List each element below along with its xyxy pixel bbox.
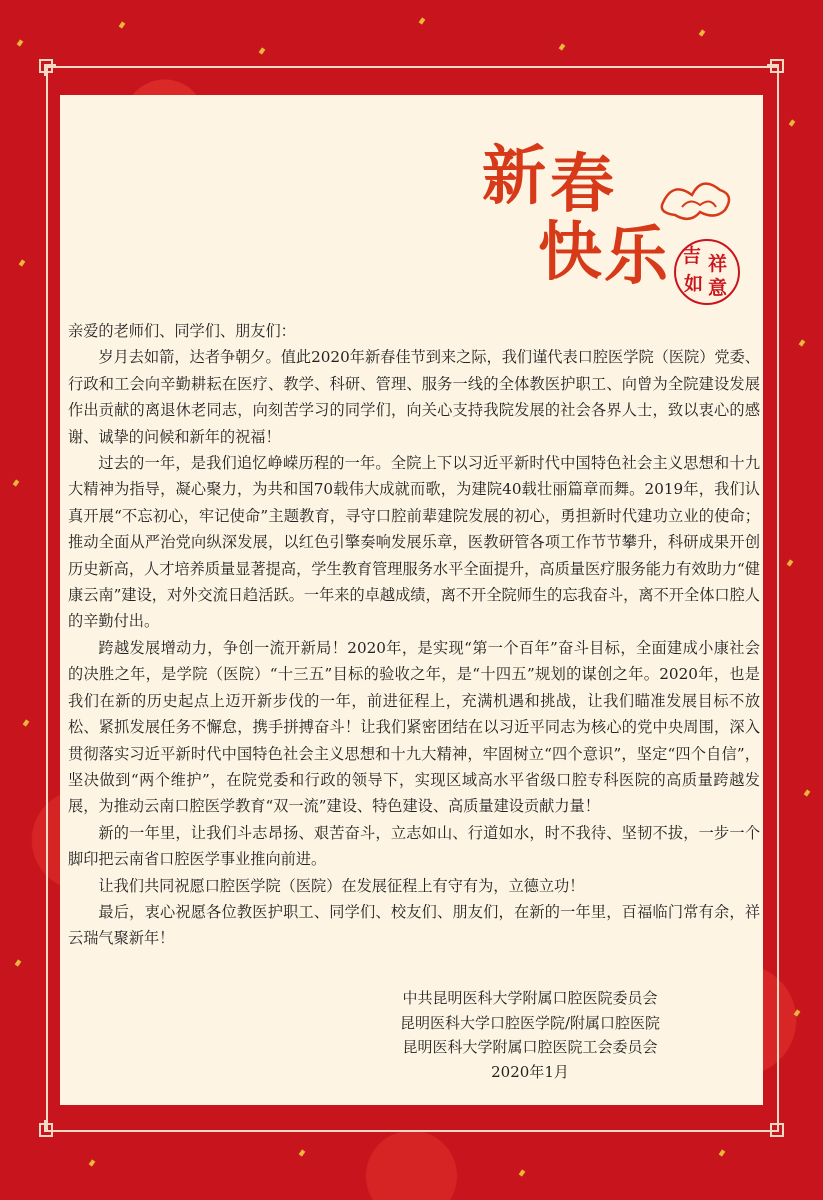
title-char: 乐: [604, 219, 668, 294]
paragraph: 跨越发展增动力，争创一流开新局！2020年，是实现“第一个百年”奋斗目标，全面建成小康社会的决胜之年，是学院（医院）“十三五”目标的验收之年，是“十四五”规划的谋创之年。2020年，也是我们在新的历史起点上迈开新步伐的一年，前进征程上，充满机遇和挑战，让我们瞄准发展目标不放松、紧抓发展任务不懈怠，携手拼搏奋斗！让我们紧密团结在以习近平同志为核心的党中央周围，深入贯彻落实习近平新时代中国特色社会主义思想和十九大精神，牢固树立“四个意识”，坚定“四个自信”，坚决做到“两个维护”，在院党委和行政的领导下，实现区域高水平省级口腔专科医院的高质量跨越发展，为推动云南口腔医学教育“双一流”建设、特色建设、高质量建设贡献力量！: [68, 638, 760, 816]
signature-block: [380, 986, 680, 1084]
auspicious-cloud-icon: [652, 165, 742, 235]
signature-line: 昆明医科大学附属口腔医院工会委员会: [402, 1038, 658, 1056]
title-char: 新: [482, 139, 546, 214]
seal-char: 意: [708, 277, 728, 299]
title-char: 春: [550, 147, 614, 222]
seal-char: 祥: [708, 253, 728, 275]
seal-char: 吉: [682, 245, 702, 267]
paragraph: 让我们共同祝愿口腔医学院（医院）在发展征程上有守有为，立德立功！: [98, 876, 585, 895]
title-char: 快: [538, 215, 602, 290]
salutation: 亲爱的老师们、同学们、朋友们：: [68, 322, 296, 340]
corner-ornament-bottom-left: [36, 1118, 58, 1140]
seal-char: 如: [684, 273, 704, 295]
paragraph: 过去的一年，是我们追忆峥嵘历程的一年。全院上下以习近平新时代中国特色社会主义思想和十九大精神为指导，凝心聚力，为共和国70载伟大成就而歌，为建院40载壮丽篇章而舞。2019年，我们认真开展“不忘初心，牢记使命”主题教育，寻守口腔前辈建院发展的初心，勇担新时代建功立业的使命；推动全面从严治党向纵深发展，以红色引擎奏响发展乐章，医教研管各项工作节节攀升，科研成果开创历史新高，人才培养质量显著提高，学生教育管理服务水平全面提升，高质量医疗服务能力有效助力“健康云南”建设，对外交流日趋活跃。一年来的卓越成绩，离不开全院师生的忘我奋斗，离不开全体口腔人的辛勤付出。: [68, 454, 760, 631]
signature-line: 昆明医科大学口腔医学院/附属口腔医院: [399, 1013, 661, 1032]
letter-body: [68, 318, 760, 952]
paragraph: 新的一年里，让我们斗志昂扬、艰苦奋斗，立志如山、行道如水，时不我待、坚韧不拔，一步一个脚印把云南省口腔医学事业推向前进。: [68, 823, 760, 869]
signature-date: 2020年1月: [491, 1062, 569, 1081]
corner-ornament-top-left: [36, 56, 58, 78]
corner-ornament-bottom-right: [765, 1118, 787, 1140]
corner-ornament-top-right: [765, 56, 787, 78]
jixiang-ruyi-seal: [672, 237, 742, 307]
signature-line: 中共昆明医科大学附属口腔医院委员会: [402, 989, 658, 1007]
paragraph: 最后，衷心祝愿各位教医护职工、同学们、校友们、朋友们，在新的一年里，百福临门常有余，祥云瑞气聚新年！: [68, 902, 760, 948]
paragraph: 岁月去如箭，达者争朝夕。值此2020年新春佳节到来之际，我们谨代表口腔医学院（医院）党委、行政和工会向辛勤耕耘在医疗、教学、科研、管理、服务一线的全体教医护职工、向曾为全院建设发展作出贡献的离退休老同志，向刻苦学习的同学们，向关心支持我院发展的社会各界人士，致以衷心的感谢、诚挚的问候和新年的祝福！: [68, 348, 760, 446]
